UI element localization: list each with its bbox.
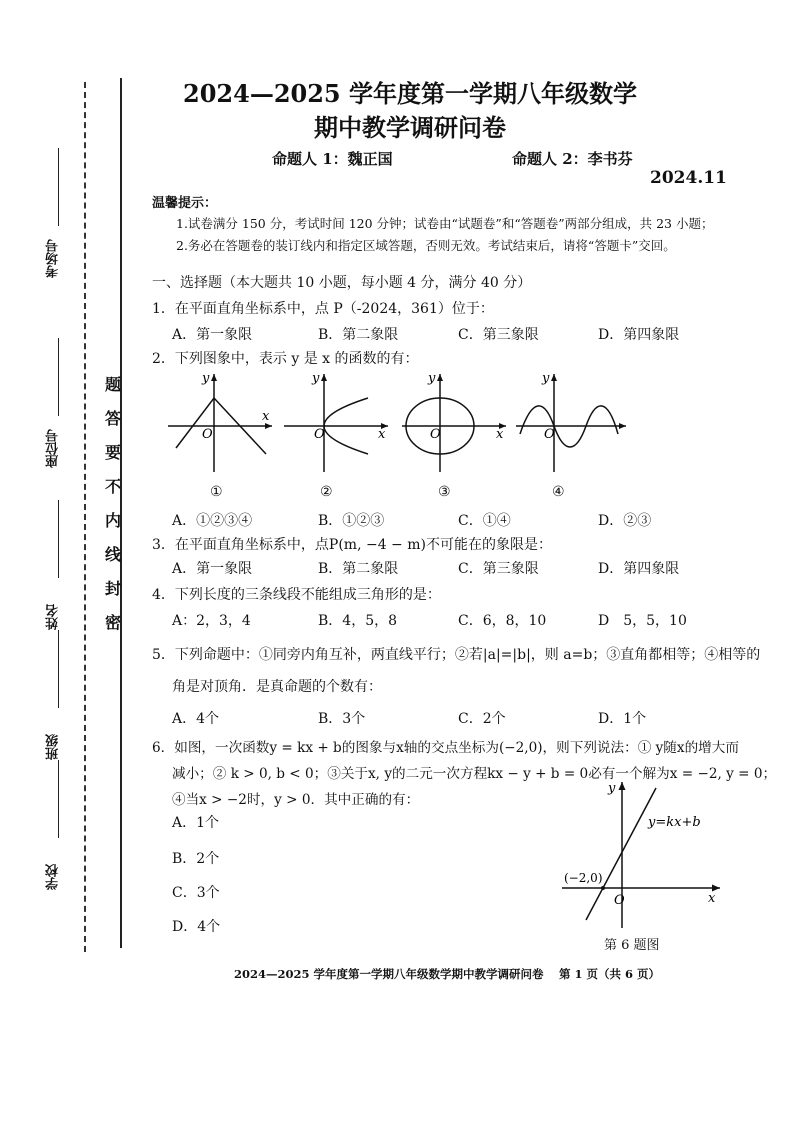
tip-line-2: 2.务必在答题卷的装订线内和指定区域答题，否则无效。考试结束后，请将“答题卡”交回。: [176, 238, 676, 253]
q1-option-d: D．第四象限: [598, 327, 680, 343]
seal-char: 内: [104, 511, 121, 530]
seat-number-field: [36, 338, 76, 468]
q6-fig-x: x: [708, 891, 716, 906]
svg-text:O: O: [430, 427, 441, 442]
q2-stem: 2．下列图象中，表示 y 是 x 的函数的有：: [152, 351, 419, 367]
q5-option-b: B．3个: [318, 711, 366, 727]
q2-option-d: D．②③: [598, 513, 652, 529]
seal-char: 要: [104, 443, 121, 462]
school-label: 学校: [46, 864, 61, 890]
name-label: 姓名: [46, 604, 61, 630]
seal-char: 题: [104, 375, 121, 394]
q2-option-b: B．①②③: [318, 513, 385, 529]
q5-option-a: A．4个: [172, 711, 220, 727]
q4-option-c: C．6，8，10: [458, 613, 547, 629]
graph-1-label: ①: [210, 484, 223, 500]
q6-figure-caption: 第 6 题图: [604, 938, 660, 953]
graph-2: [280, 368, 392, 478]
svg-text:O: O: [544, 427, 555, 442]
q6-stem-line-2: 减小；② k > 0, b < 0；③关于x, y的二元一次方程kx − y + b = 0必有一个解为x = −2, y = 0；: [172, 766, 777, 782]
q2-option-c: C．①④: [458, 513, 511, 529]
graph-3-label: ③: [438, 484, 451, 500]
graph-1: [164, 368, 276, 478]
seal-char: 封: [104, 579, 121, 598]
svg-text:x: x: [378, 427, 386, 442]
q6-option-c: C．3个: [172, 885, 220, 901]
q6-option-d: D．4个: [172, 919, 221, 935]
q6-fig-origin: O: [614, 893, 625, 908]
seal-char: 线: [104, 545, 121, 564]
exam-title: 2024—2025 学年度第一学期八年级数学: [183, 79, 637, 108]
svg-text:x: x: [496, 427, 504, 442]
binding-dashed-line: [84, 82, 86, 952]
page-footer: 2024—2025 学年度第一学期八年级数学期中教学调研问卷 第 1 页（共 6 页）: [234, 967, 661, 981]
svg-text:O: O: [314, 427, 325, 442]
name-field: [36, 500, 76, 630]
q6-stem-line-3: ④当x > −2时，y > 0．其中正确的有：: [172, 792, 420, 808]
q2-option-a: A．①②③④: [172, 513, 253, 529]
graph-2-label: ②: [320, 484, 333, 500]
graph-1-x: x: [262, 409, 270, 424]
author-2: 命题人 2：李书芬: [512, 150, 633, 168]
class-field: [36, 630, 76, 760]
q1-option-c: C．第三象限: [458, 327, 539, 343]
seat-number-label: 座位号: [46, 429, 61, 468]
q1-stem: 1．在平面直角坐标系中，点 P（-2024，361）位于：: [152, 301, 494, 317]
q6-option-b: B．2个: [172, 851, 220, 867]
q3-option-b: B．第二象限: [318, 561, 399, 577]
q5-option-d: D．1个: [598, 711, 647, 727]
q3-option-d: D．第四象限: [598, 561, 680, 577]
graph-4: [514, 368, 630, 478]
svg-text:y: y: [312, 371, 320, 386]
q1-option-a: A．第一象限: [172, 327, 253, 343]
school-field: [36, 760, 76, 890]
seal-line-notice: [102, 368, 124, 640]
exam-subtitle: 期中教学调研问卷: [314, 113, 506, 142]
q4-option-d: D 5，5，10: [598, 613, 687, 629]
exam-room-underline: [58, 148, 59, 226]
exam-room-field: [36, 148, 76, 278]
seal-char: 密: [104, 613, 121, 632]
tips-heading: 温馨提示：: [152, 196, 218, 211]
graph-3: [398, 368, 510, 478]
q4-option-a: A：2，3，4: [172, 613, 251, 629]
q6-fig-line-label: y=kx+b: [648, 815, 701, 830]
graph-1-y: y: [202, 371, 210, 386]
q5-stem-line-1: 5．下列命题中：①同旁内角互补，两直线平行；②若|a|=|b|，则 a=b；③直角都相等；④相等的: [152, 647, 761, 663]
exam-room-label: 考场号: [46, 239, 61, 278]
author-1: 命题人 1：魏正国: [272, 150, 393, 168]
section-heading: 一、选择题（本大题共 10 小题，每小题 4 分，满分 40 分）: [152, 275, 532, 291]
seal-char: 答: [104, 409, 121, 428]
q1-option-b: B．第二象限: [318, 327, 399, 343]
q4-stem: 4．下列长度的三条线段不能组成三角形的是：: [152, 587, 441, 603]
q6-option-a: A．1个: [172, 815, 220, 831]
graph-1-origin: O: [202, 427, 213, 442]
class-label: 班级: [46, 734, 61, 760]
q3-option-a: A．第一象限: [172, 561, 253, 577]
q6-stem-line-1: 6．如图，一次函数y = kx + b的图象与x轴的交点坐标为(−2,0)，则下列说法：① y随x的增大而: [152, 740, 739, 756]
seat-number-underline: [58, 338, 59, 416]
exam-date: 2024.11: [650, 168, 727, 188]
school-underline: [58, 760, 59, 838]
tip-line-1: 1.试卷满分 150 分，考试时间 120 分钟；试卷由“试题卷”和“答题卷”两部分组成，共 23 小题；: [176, 216, 714, 231]
q3-option-c: C．第三象限: [458, 561, 539, 577]
q5-option-c: C．2个: [458, 711, 506, 727]
svg-text:y: y: [428, 371, 436, 386]
q5-stem-line-2: 角是对顶角．是真命题的个数有：: [172, 679, 382, 695]
q6-fig-y: y: [608, 781, 616, 796]
svg-text:y: y: [542, 371, 550, 386]
name-underline: [58, 500, 59, 578]
q6-figure: [556, 778, 726, 932]
q4-option-b: B．4，5，8: [318, 613, 398, 629]
class-underline: [58, 630, 59, 708]
q6-fig-point-label: (−2,0): [564, 871, 603, 885]
graph-4-label: ④: [552, 484, 565, 500]
seal-char: 不: [104, 477, 121, 496]
q3-stem: 3．在平面直角坐标系中，点P(m, −4 − m)不可能在的象限是：: [152, 537, 552, 553]
